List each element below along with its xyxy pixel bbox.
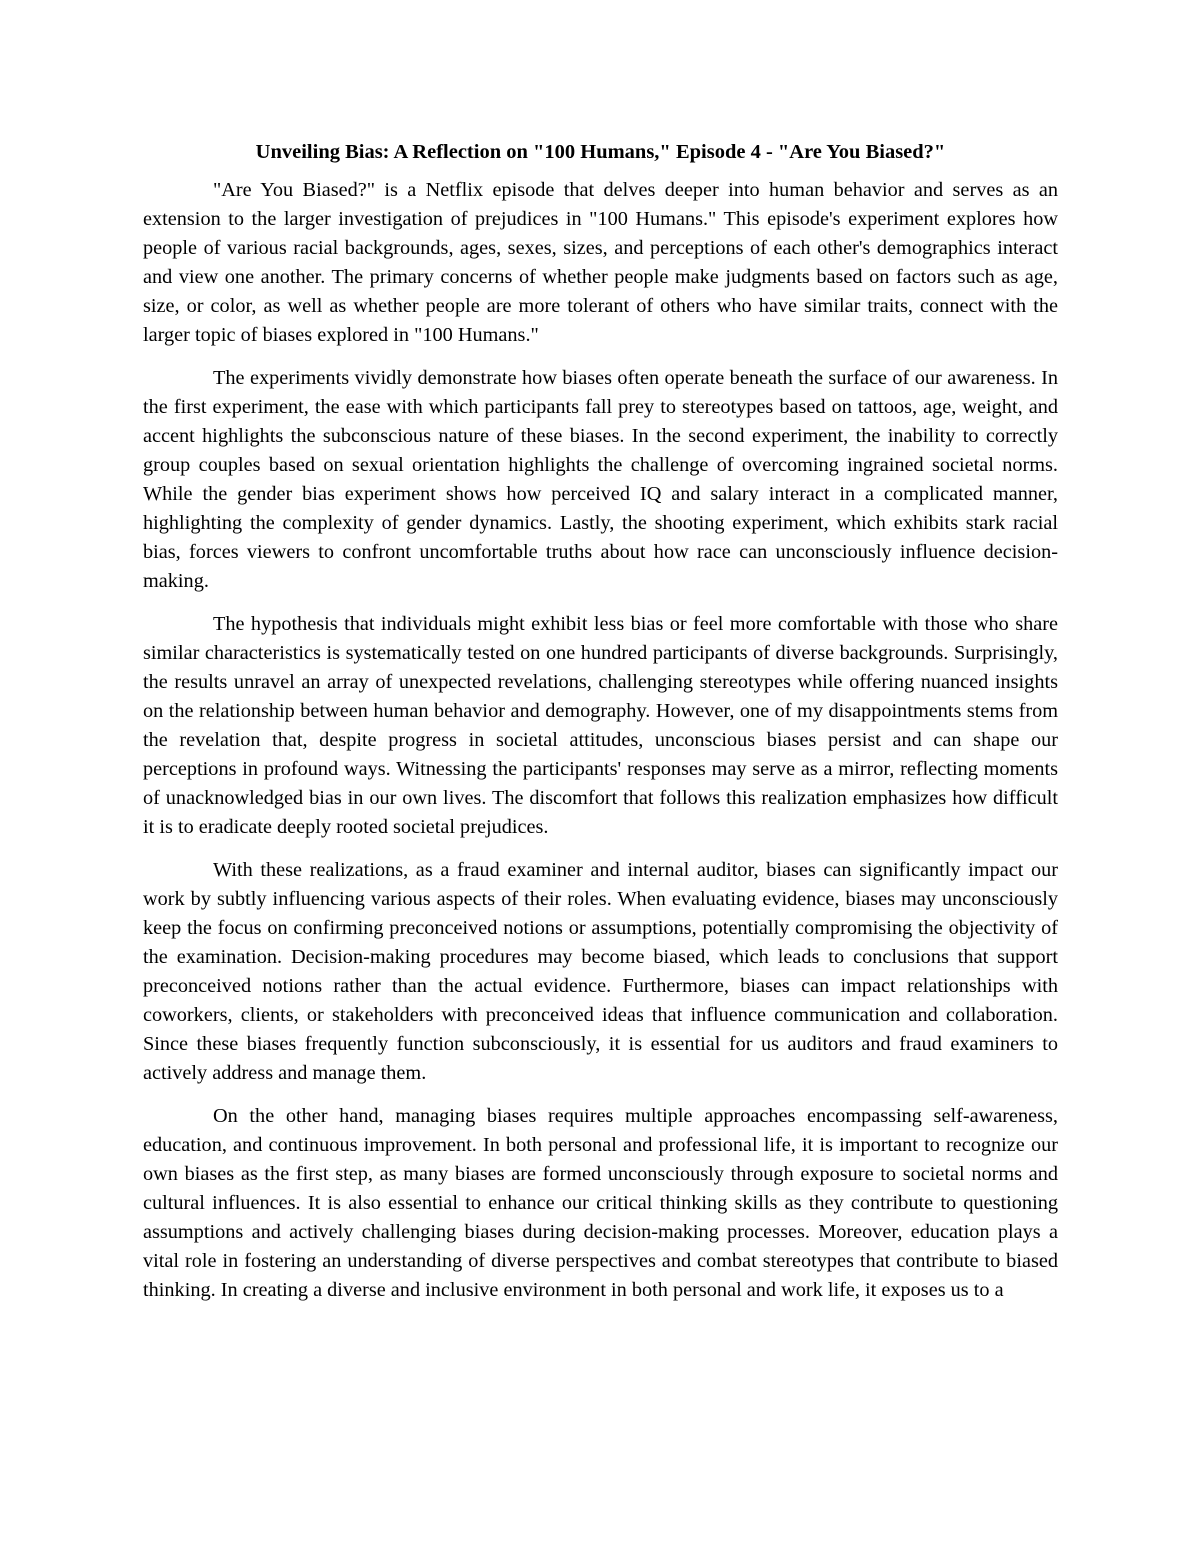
paragraph-managing-biases: On the other hand, managing biases requires multiple approaches encompassing self-awareness, education, and continuous improvement. In both personal and professional life, it is important to recognize our own biases as the first step, as many biases are formed unconsciously through exposure to societal norms and cultural influences. It is also essential to enhance our critical thinking skills as they contribute to questioning assumptions and actively challenging biases during decision-making processes. Moreover, education plays a vital role in fostering an understanding of diverse perspectives and combat stereotypes that contribute to biased thinking. In creating a diverse and inclusive environment in both personal and work life, it exposes us to a: [143, 1105, 1058, 1301]
paragraph-intro: "Are You Biased?" is a Netflix episode that delves deeper into human behavior and serves as an extension to the larger investigation of prejudices in "100 Humans." This episode's experiment explores how people of various racial backgrounds, ages, sexes, sizes, and perceptions of each other's demographics interact and view one another. The primary concerns of whether people make judgments based on factors such as age, size, or color, as well as whether people are more tolerant of others who have similar traits, connect with the larger topic of biases explored in "100 Humans.": [143, 179, 1058, 346]
paragraph-auditor-impact: With these realizations, as a fraud examiner and internal auditor, biases can significantly impact our work by subtly influencing various aspects of their roles. When evaluating evidence, biases may unconsciously keep the focus on confirming preconceived notions or assumptions, potentially compromising the objectivity of the examination. Decision-making procedures may become biased, which leads to conclusions that support preconceived notions rather than the actual evidence. Furthermore, biases can impact relationships with coworkers, clients, or stakeholders with preconceived ideas that influence communication and collaboration. Since these biases frequently function subconsciously, it is essential for us auditors and fraud examiners to actively address and manage them.: [143, 859, 1058, 1084]
document-title: Unveiling Bias: A Reflection on "100 Humans," Episode 4 - "Are You Biased?": [255, 141, 946, 163]
paragraph-hypothesis: The hypothesis that individuals might exhibit less bias or feel more comfortable with those who share similar characteristics is systematically tested on one hundred participants of diverse backgrounds. Surprisingly, the results unravel an array of unexpected revelations, challenging stereotypes while offering nuanced insights on the relationship between human behavior and demography. However, one of my disappointments stems from the revelation that, despite progress in societal attitudes, unconscious biases persist and can shape our perceptions in profound ways. Witnessing the participants' responses may serve as a mirror, reflecting moments of unacknowledged bias in our own lives. The discomfort that follows this realization emphasizes how difficult it is to eradicate deeply rooted societal prejudices.: [143, 613, 1058, 838]
paragraph-experiments: The experiments vividly demonstrate how biases often operate beneath the surface of our awareness. In the first experiment, the ease with which participants fall prey to stereotypes based on tattoos, age, weight, and accent highlights the subconscious nature of these biases. In the second experiment, the inability to correctly group couples based on sexual orientation highlights the challenge of overcoming ingrained societal norms. While the gender bias experiment shows how perceived IQ and salary interact in a complicated manner, highlighting the complexity of gender dynamics. Lastly, the shooting experiment, which exhibits stark racial bias, forces viewers to confront uncomfortable truths about how race can unconsciously influence decision-making.: [143, 367, 1058, 592]
document-body: [143, 138, 1058, 1319]
